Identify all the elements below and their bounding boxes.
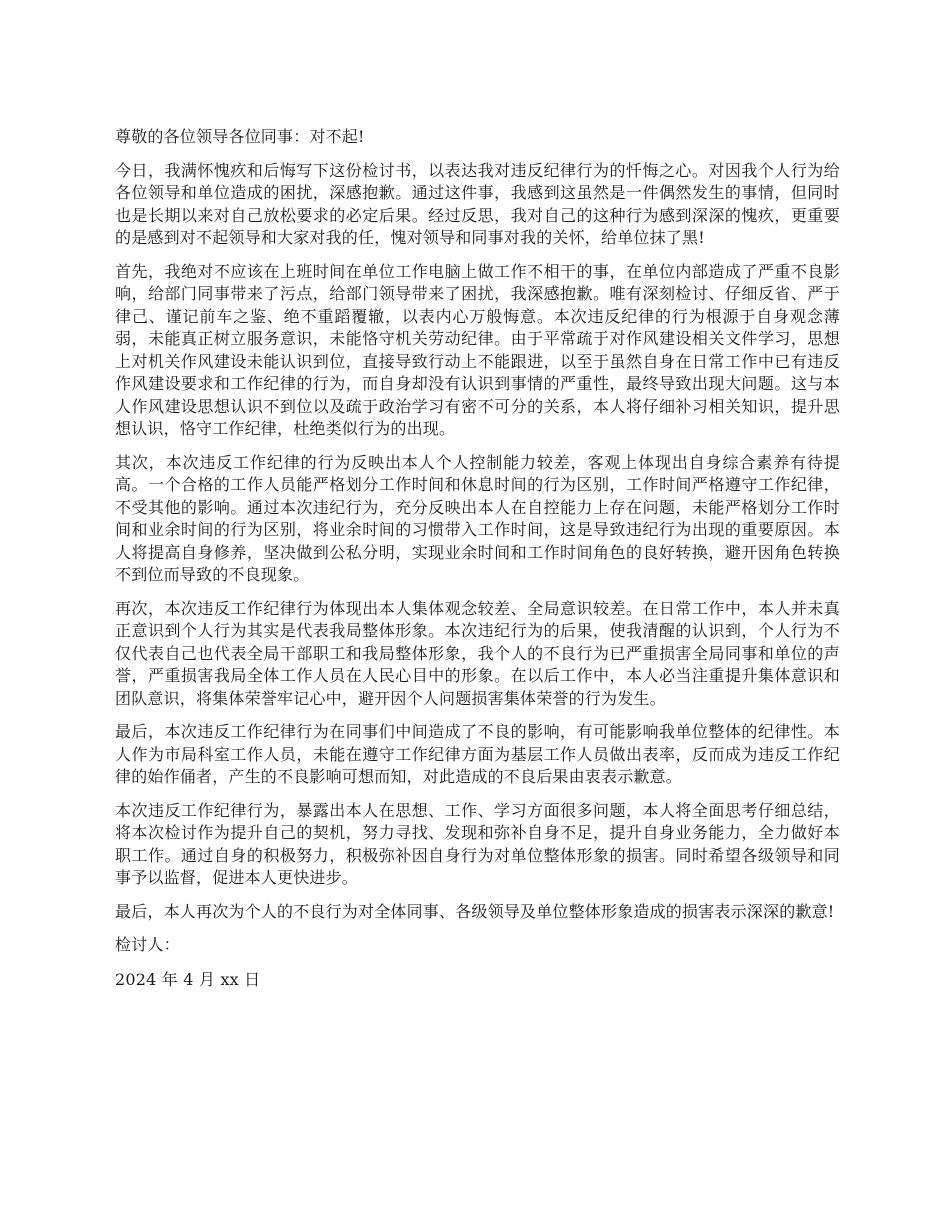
document-page	[115, 126, 840, 991]
paragraph-first: 首先，我绝对不应该在上班时间在单位工作电脑上做工作不相干的事，在单位内部造成了严重不良影响，给部门同事带来了污点，给部门领导带来了困扰，我深感抱歉。唯有深刻检讨、仔细反省、严于律己、谨记前车之鉴、绝不重蹈覆辙，以表内心万般悔意。本次违反纪律的行为根源于自身观念薄弱，未能真正树立服务意识，未能恪守机关劳动纪律。由于平常疏于对作风建设相关文件学习，思想上对机关作风建设未能认识到位，直接导致行动上不能跟进，以至于虽然自身在日常工作中已有违反作风建设要求和工作纪律的行为，而自身却没有认识到事情的严重性，最终导致出现大问题。这与本人作风建设思想认识不到位以及疏于政治学习有密不可分的关系，本人将仔细补习相关知识，提升思想认识，恪守工作纪律，杜绝类似行为的出现。	[115, 261, 840, 438]
paragraph-third: 再次，本次违反工作纪律行为体现出本人集体观念较差、全局意识较差。在日常工作中，本人并未真正意识到个人行为其实是代表我局整体形象。本次违纪行为的后果，使我清醒的认识到，个人行为不仅代表自己也代表全局干部职工和我局整体形象，我个人的不良行为已严重损害全局同事和单位的声誉，严重损害我局全体工作人员在人民心目中的形象。在以后工作中，本人必当注重提升集体意识和团队意识，将集体荣誉牢记心中，避开因个人问题损害集体荣誉的行为发生。	[115, 598, 840, 708]
paragraph-apology: 今日，我满怀愧疚和后悔写下这份检讨书，以表达我对违反纪律行为的忏悔之心。对因我个人行为给各位领导和单位造成的困扰，深感抱歉。通过这件事，我感到这虽然是一件偶然发生的事情，但同时也是长期以来对自己放松要求的必定后果。经过反思，我对自己的这种行为感到深深的愧疚，更重要的是感到对不起领导和大家对我的任，愧对领导和同事对我的关怀，给单位抹了黑!	[115, 160, 840, 247]
document-date: 2024 年 4 月 xx 日	[115, 969, 261, 989]
signer-label: 检讨人：	[115, 935, 180, 954]
paragraph-lastly: 最后，本次违反工作纪律行为在同事们中间造成了不良的影响，有可能影响我单位整体的纪律性。本人作为市局科室工作人员，未能在遵守工作纪律方面为基层工作人员做出表率，反而成为违反工作纪律的始作俑者，产生的不良影响可想而知，对此造成的不良后果由衷表示歉意。	[115, 722, 840, 786]
paragraph-second: 其次，本次违反工作纪律的行为反映出本人个人控制能力较差，客观上体现出自身综合素养有待提高。一个合格的工作人员能严格划分工作时间和休息时间的行为区别，工作时间严格遵守工作纪律，不受其他的影响。通过本次违纪行为，充分反映出本人在自控能力上存在问题，未能严格划分工作时间和业余时间的行为区别，将业余时间的习惯带入工作时间，这是导致违纪行为出现的重要原因。本人将提高自身修养，坚决做到公私分明，实现业余时间和工作时间角色的良好转换，避开因角色转换不到位而导致的不良现象。	[115, 452, 840, 584]
paragraph-closing: 最后，本人再次为个人的不良行为对全体同事、各级领导及单位整体形象造成的损害表示深深的歉意!	[115, 901, 835, 921]
paragraph-reflection: 本次违反工作纪律行为，暴露出本人在思想、工作、学习方面很多问题，本人将全面思考仔细总结，将本次检讨作为提升自己的契机，努力寻找、发现和弥补自身不足，提升自身业务能力，全力做好本职工作。通过自身的积极努力，积极弥补因自身行为对单位整体形象的损害。同时希望各级领导和同事予以监督，促进本人更快进步。	[115, 800, 840, 887]
salutation: 尊敬的各位领导各位同事：对不起!	[115, 127, 365, 146]
